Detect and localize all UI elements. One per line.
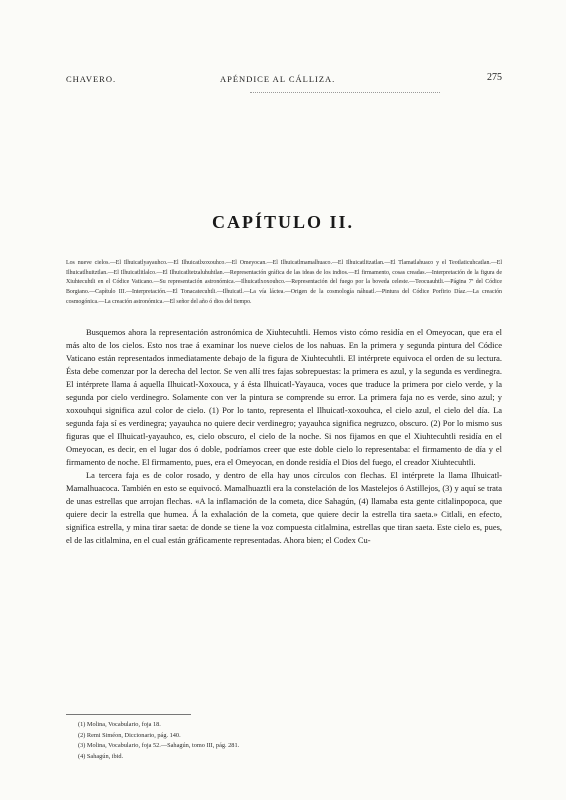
- body-paragraph: La tercera faja es de color rosado, y dentro de ella hay unos círculos con flechas. El intérprete la llama Ilhuicatl-Mamalhuacoca. También en esto se equivocó. Mamalhuaztli era la constelación de los Mastelejos ó Astillejos, (3) y aquí se trata de unas estrellas que arrojan flechas. «A la inflamación de la cometa, dice Sahagún, (4) llamaba esta gente citlalinpopoca, que quiere decir la estrella que humea. Á la exhalación de la cometa, que quiere decir la estrella tira saeta.» Citlali, en efecto, significa estrella, y mina tirar saeta: de donde se tiene la voz compuesta citlalmina, estrellas que tiran saeta. Este cielo es, pues, el de las citlalmina, en el cual están gráficamente representadas. Ahora bien; el Codex Cu-: [66, 470, 502, 545]
- footnotes: [78, 720, 498, 762]
- header-dotted-rule: [250, 92, 440, 93]
- page-number: 275: [487, 72, 502, 83]
- footnote: (2) Remi Siméon, Diccionario, pág. 140.: [78, 731, 181, 739]
- footnote: (1) Molina, Vocabulario, foja 18.: [78, 721, 161, 728]
- body-text: [66, 326, 502, 547]
- running-head: [66, 74, 502, 88]
- chapter-title: CAPÍTULO II.: [211, 212, 355, 232]
- chapter-summary: Los nueve cielos.—El Ilhuicatlyayauhco.—El Ilhuicatlxoxouhco.—El Omeyocan.—El Ilhuicatlmamalhuaco.—El Ilhuicatlitzatlan.—El Tlamatlahuaco y el Teotlaticuhcatlan.—El Ilhuicatlhuitztlan.—El Ilhuicatlitlalco.—El Ilhuicatltetzaluhuhtlan.—Representación gráfica de las ideas de los indios.—El firmamento, cosas creadas.—Interpretación de la figura de Xiuhtecuhtli en el Códice Vaticano.—Su representación astronómica.—Ilhuicatlxoxouhco.—Representación del fuego por la boveda celeste.—Teocuauhtli.—Página 7ª del Códice Borgiano.—Capítulo III.—Interpretación.—El Tonacatecuhtli.—Ilhuicatl.—La vía láctea.—Origen de la cosmología náhuatl.—Pintura del Códice Porfirio Díaz.—La creación cosmogónica.—La creación astronómica.—El señor del año ó dios del tiempo.: [66, 260, 502, 305]
- footnote-divider: [66, 714, 191, 715]
- body-paragraph: Busquemos ahora la representación astronómica de Xiuhtecuhtli. Hemos visto cómo residía en el Omeyocan, que era el más alto de los cielos. Esto nos trae á examinar los nueve cielos de los nahuas. En la primera y segunda pintura del Códice Vaticano están representados inmediatamente debajo de la figura de Xiuhtecuhtli. El intérprete equivoca el orden de su lectura. Ésta debe comenzar por la derecha del lector. Se ven allí tres fajas sobrepuestas: la primera es azul, y la segunda es verdinegra. El intérprete llama á aquella Ilhuicatl-Xoxouca, y á ésta Ilhuicatl-Yayauca, voces que traduce la primera por cielo verde, y la segunda por cielo verdinegro. Solamente con ver la pintura se comprende su error. La primera faja no es verde, sino azul; y xoxouhqui significa azul color de cielo. (1) Por lo tanto, representa el Ilhuicatl-xoxouhca, el cielo azul, el cielo del día. La segunda faja sí es verdinegra; yayauhca no quiere decir verdinegro; yayauhca significa negruzco, obscuro. (2) Por lo mismo sus figuras que el Ilhuicatl-yayauhco, es, cielo obscuro, el cielo de la noche. Si nos fijamos en que el Xiuhtecuhtli residía en el Omeyocan, es decir, en el lugar dos ó doble, podríamos creer que este doble cielo lo representaba: el firmamento de día y el firmamento de noche. El firmamento, pues, era el Omeyocan, en donde residía el Dios del fuego, el creador Xiuhtecuhtli.: [66, 327, 502, 467]
- footnote: (3) Molina, Vocabulario, foja 52.—Sahagún, tomo III, pág. 281.: [78, 742, 240, 749]
- footnote: (4) Sahagún, ibid.: [78, 752, 124, 760]
- header-author: CHAVERO.: [66, 74, 117, 84]
- header-title: APÉNDICE AL CÁLLIZA.: [220, 74, 336, 84]
